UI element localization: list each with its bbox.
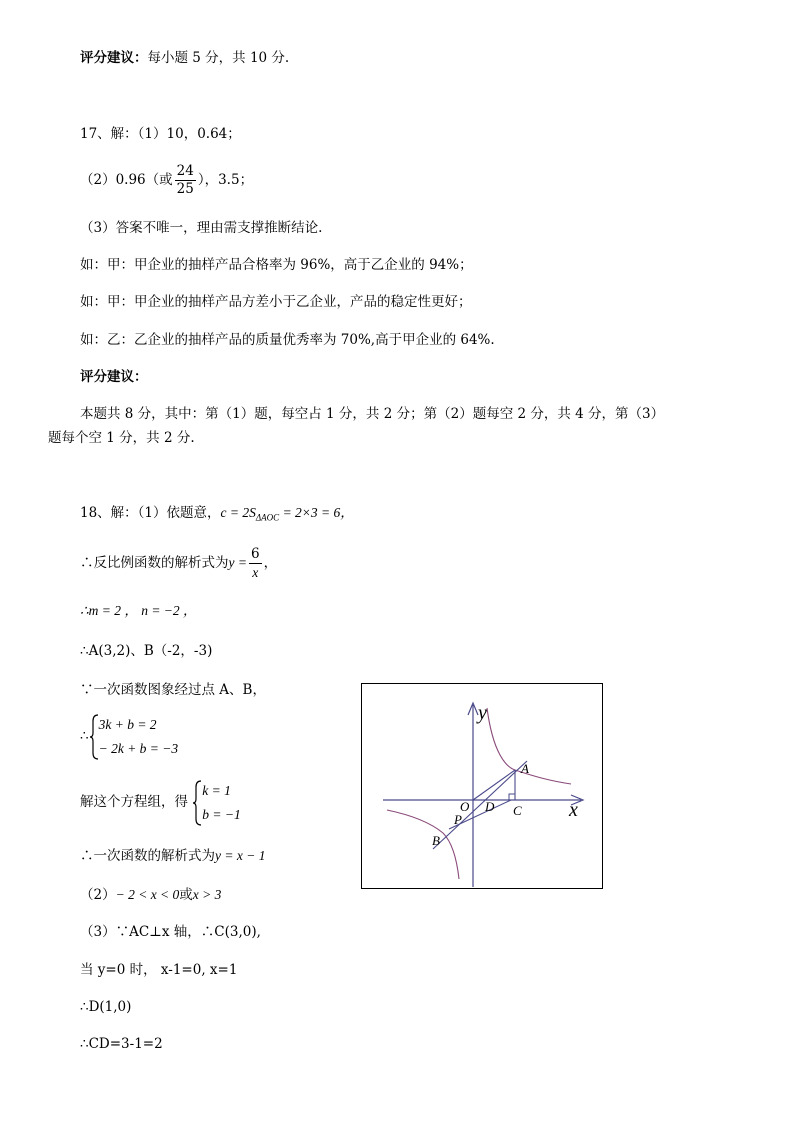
left-brace-icon: [192, 779, 202, 827]
q18-c-value: = 2×3 = 6，: [279, 505, 354, 520]
scoring-detail-2: 题每个空 1 分，共 2 分.: [48, 430, 195, 446]
fraction-denominator: 25: [176, 181, 194, 197]
point-p-label: P: [454, 812, 462, 827]
x-axis-label: x: [569, 799, 578, 821]
q18-y-zero: 当 y=0 时， x-1=0, x=1: [80, 962, 238, 978]
y-axis-label: y: [478, 702, 487, 724]
q18-range-1: − 2 < x < 0: [115, 887, 180, 902]
q18-part2-label: （2）: [80, 887, 116, 903]
q18-eq-2: − 2k + b = −3: [98, 740, 179, 756]
q17-part2-b: ），3.5；: [197, 172, 254, 188]
fraction-numerator: 6: [250, 546, 260, 562]
q18-part3: （3）∵AC⊥x 轴，∴C(3,0),: [80, 924, 261, 940]
q18-fn-comma: ，: [263, 555, 278, 571]
q18-c-formula: c = 2S: [220, 505, 256, 520]
scoring-detail-1: 本题共 8 分，其中：第（1）题，每空占 1 分，共 2 分；第（2）题每空 2 分，共 4 分，第（3）: [80, 406, 665, 422]
q18-y-eq: y =: [228, 555, 247, 570]
q17-example-1: 如：甲：甲企业的抽样产品合格率为 96%，高于乙企业的 94%；: [80, 257, 473, 273]
q18-system-equations: [99, 713, 179, 761]
fraction-24-25: [175, 163, 196, 198]
q17-part2: [80, 160, 253, 200]
fraction-numerator: 24: [176, 163, 194, 179]
q18-therefore: ∴: [80, 728, 89, 744]
fraction-denominator: x: [252, 565, 259, 580]
q17-example-3: 如：乙：乙企业的抽样产品的质量优秀率为 70%,高于甲企业的 64%.: [80, 332, 495, 348]
coordinate-figure: [361, 683, 603, 889]
q18-or: 或: [179, 887, 193, 903]
q18-line-through: ∵一次函数图象经过点 A、B，: [80, 682, 266, 698]
q18-sol-k: k = 1: [202, 782, 231, 798]
q18-range-2: x > 3: [192, 887, 222, 902]
q18-inverse-function: [80, 543, 277, 583]
q17-part2-a: （2）0.96（或: [80, 172, 173, 188]
q18-solution: [80, 778, 241, 827]
q18-part2: [80, 885, 221, 905]
q18-cd-length: ∴CD=3-1=2: [80, 1036, 163, 1052]
q18-points-ab: ∴A(3,2)、B（-2，-3): [80, 643, 213, 659]
q18-lin-formula: y = x − 1: [215, 848, 266, 863]
q18-eq-1: 3k + b = 2: [98, 716, 157, 732]
q18-point-d: ∴D(1,0): [80, 999, 132, 1015]
left-brace-icon: [89, 713, 99, 761]
point-a-label: A: [521, 761, 529, 776]
scoring-text: 每小题 5 分，共 10 分.: [147, 50, 290, 66]
q18-m-n: ∴m = 2 ， n = −2 ，: [80, 603, 197, 618]
scoring-label: 评分建议：: [80, 50, 148, 66]
q18-equation-system: [80, 712, 178, 761]
q17-part3: （3）答案不唯一，理由需支撑推断结论.: [80, 220, 323, 236]
q18-linear-function: [80, 846, 265, 866]
point-o-label: O: [460, 799, 470, 814]
point-d-label: D: [485, 799, 495, 814]
q18-area-subscript: ΔAOC: [255, 512, 280, 523]
q18-solve-text: 解这个方程组，得: [80, 794, 188, 810]
q18-fn-text: ∴反比例函数的解析式为: [80, 555, 229, 571]
point-b-label: B: [432, 833, 440, 848]
scoring-label-2: 评分建议：: [80, 369, 148, 385]
q17-heading: 17、解：（1）10，0.64；: [80, 126, 241, 142]
q18-solution-values: [202, 779, 240, 827]
q18-lin-text: ∴一次函数的解析式为: [80, 848, 215, 864]
scoring-note-1: [80, 48, 289, 68]
fraction-6-x: [249, 546, 262, 581]
q18-heading: [80, 503, 354, 528]
q18-sol-b: b = −1: [202, 806, 241, 822]
point-c-label: C: [513, 803, 522, 818]
q17-example-2: 如：甲：甲企业的抽样产品方差小于乙企业，产品的稳定性更好；: [80, 294, 472, 310]
q18-heading-text: 18、解：（1）依题意，: [80, 505, 221, 521]
